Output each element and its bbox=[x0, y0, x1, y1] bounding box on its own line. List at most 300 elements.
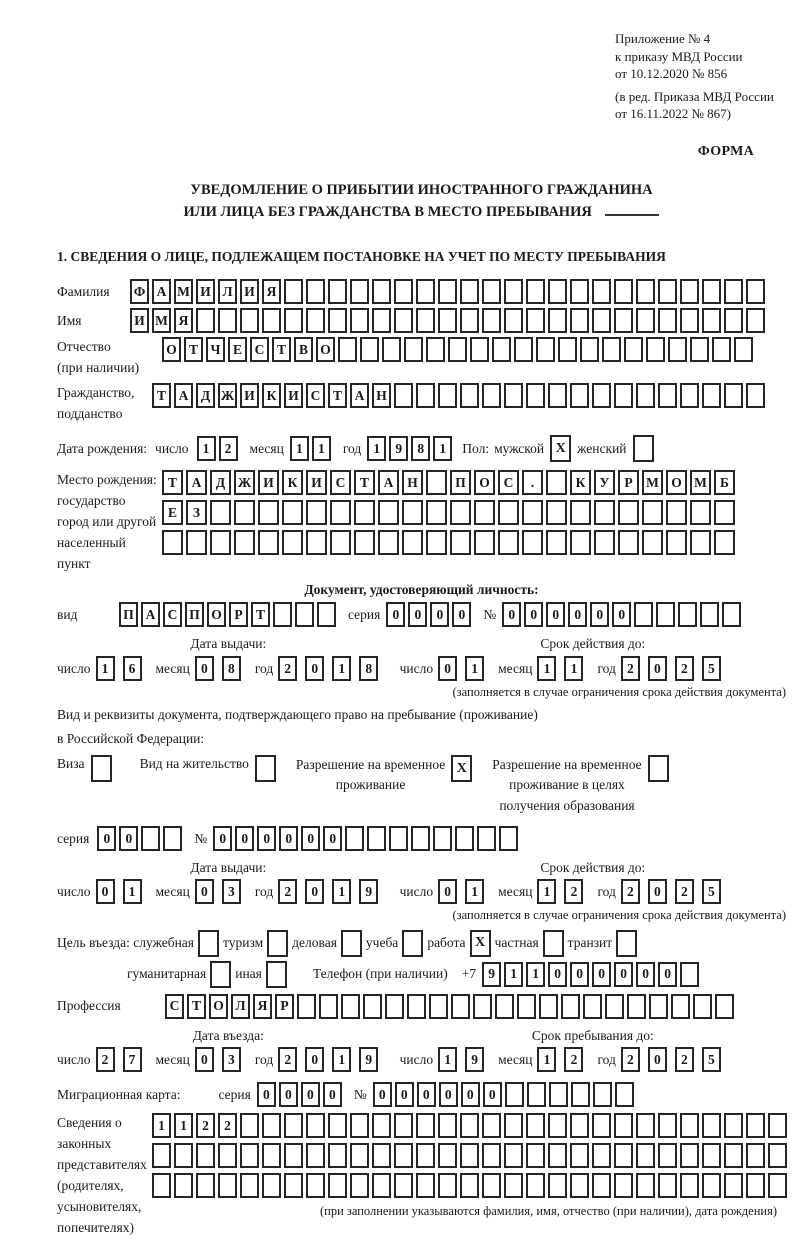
char-cell[interactable] bbox=[561, 994, 580, 1019]
char-cell[interactable] bbox=[460, 1143, 479, 1168]
char-cell[interactable]: Л bbox=[231, 994, 250, 1019]
char-cell[interactable] bbox=[411, 826, 430, 851]
visa-checkbox[interactable] bbox=[91, 755, 112, 782]
char-cell[interactable]: В bbox=[294, 337, 313, 362]
char-cell[interactable] bbox=[504, 308, 523, 333]
char-cell[interactable]: 1 bbox=[433, 436, 452, 461]
char-cell[interactable] bbox=[262, 1143, 281, 1168]
char-cell[interactable] bbox=[548, 279, 567, 304]
char-cell[interactable] bbox=[350, 308, 369, 333]
char-cell[interactable] bbox=[328, 1143, 347, 1168]
char-cell[interactable] bbox=[328, 1173, 347, 1198]
char-cell[interactable] bbox=[341, 994, 360, 1019]
char-cell[interactable] bbox=[234, 500, 255, 525]
char-cell[interactable]: 2 bbox=[196, 1113, 215, 1138]
char-cell[interactable] bbox=[517, 994, 536, 1019]
char-cell[interactable]: 2 bbox=[621, 656, 640, 681]
char-cell[interactable] bbox=[724, 308, 743, 333]
char-cell[interactable] bbox=[627, 994, 646, 1019]
char-cell[interactable]: Ч bbox=[206, 337, 225, 362]
char-cell[interactable] bbox=[671, 994, 690, 1019]
char-cell[interactable] bbox=[614, 1143, 633, 1168]
char-cell[interactable] bbox=[570, 1173, 589, 1198]
char-cell[interactable] bbox=[768, 1113, 787, 1138]
char-cell[interactable] bbox=[372, 279, 391, 304]
char-cell[interactable] bbox=[746, 1173, 765, 1198]
title-blank-underline[interactable] bbox=[605, 203, 659, 216]
char-cell[interactable] bbox=[526, 1143, 545, 1168]
char-cell[interactable]: П bbox=[185, 602, 204, 627]
char-cell[interactable] bbox=[666, 530, 687, 555]
char-cell[interactable]: Р bbox=[229, 602, 248, 627]
char-cell[interactable] bbox=[668, 337, 687, 362]
char-cell[interactable] bbox=[426, 500, 447, 525]
char-cell[interactable]: 0 bbox=[430, 602, 449, 627]
char-cell[interactable]: 1 bbox=[367, 436, 386, 461]
char-cell[interactable]: П bbox=[119, 602, 138, 627]
char-cell[interactable]: 1 bbox=[438, 1047, 457, 1072]
char-cell[interactable] bbox=[426, 470, 447, 495]
char-cell[interactable]: С bbox=[306, 383, 325, 408]
char-cell[interactable] bbox=[402, 500, 423, 525]
char-cell[interactable] bbox=[602, 337, 621, 362]
char-cell[interactable]: О bbox=[209, 994, 228, 1019]
char-cell[interactable] bbox=[394, 383, 413, 408]
char-cell[interactable]: 0 bbox=[213, 826, 232, 851]
char-cell[interactable] bbox=[284, 308, 303, 333]
char-cell[interactable] bbox=[702, 1143, 721, 1168]
char-cell[interactable] bbox=[350, 1173, 369, 1198]
char-cell[interactable] bbox=[571, 1082, 590, 1107]
char-cell[interactable]: 1 bbox=[332, 879, 351, 904]
char-cell[interactable] bbox=[678, 602, 697, 627]
char-cell[interactable] bbox=[618, 530, 639, 555]
char-cell[interactable]: 1 bbox=[465, 879, 484, 904]
char-cell[interactable]: И bbox=[196, 279, 215, 304]
char-cell[interactable]: 2 bbox=[218, 1113, 237, 1138]
char-cell[interactable]: 0 bbox=[438, 879, 457, 904]
char-cell[interactable] bbox=[426, 530, 447, 555]
char-cell[interactable]: Т bbox=[272, 337, 291, 362]
char-cell[interactable]: Е bbox=[228, 337, 247, 362]
char-cell[interactable] bbox=[700, 602, 719, 627]
char-cell[interactable]: Т bbox=[187, 994, 206, 1019]
char-cell[interactable]: 0 bbox=[417, 1082, 436, 1107]
char-cell[interactable] bbox=[240, 1173, 259, 1198]
char-cell[interactable] bbox=[680, 962, 699, 987]
char-cell[interactable]: О bbox=[666, 470, 687, 495]
char-cell[interactable] bbox=[724, 279, 743, 304]
char-cell[interactable] bbox=[378, 500, 399, 525]
char-cell[interactable] bbox=[680, 1113, 699, 1138]
char-cell[interactable] bbox=[548, 1113, 567, 1138]
char-cell[interactable] bbox=[448, 337, 467, 362]
char-cell[interactable] bbox=[526, 308, 545, 333]
char-cell[interactable] bbox=[482, 1113, 501, 1138]
char-cell[interactable] bbox=[712, 337, 731, 362]
char-cell[interactable] bbox=[714, 530, 735, 555]
char-cell[interactable]: И bbox=[130, 308, 149, 333]
char-cell[interactable]: 0 bbox=[323, 1082, 342, 1107]
char-cell[interactable] bbox=[658, 279, 677, 304]
char-cell[interactable]: 1 bbox=[197, 436, 216, 461]
char-cell[interactable] bbox=[492, 337, 511, 362]
char-cell[interactable]: 2 bbox=[564, 1047, 583, 1072]
char-cell[interactable] bbox=[460, 279, 479, 304]
char-cell[interactable] bbox=[284, 279, 303, 304]
purpose-private-checkbox[interactable] bbox=[543, 930, 564, 957]
char-cell[interactable]: 8 bbox=[222, 656, 241, 681]
char-cell[interactable] bbox=[592, 308, 611, 333]
char-cell[interactable]: 0 bbox=[195, 879, 214, 904]
temp-residence-education-checkbox[interactable] bbox=[648, 755, 669, 782]
char-cell[interactable]: А bbox=[378, 470, 399, 495]
char-cell[interactable]: С bbox=[330, 470, 351, 495]
char-cell[interactable] bbox=[636, 1143, 655, 1168]
char-cell[interactable] bbox=[295, 602, 314, 627]
char-cell[interactable]: Я bbox=[174, 308, 193, 333]
char-cell[interactable] bbox=[363, 994, 382, 1019]
char-cell[interactable] bbox=[593, 1082, 612, 1107]
char-cell[interactable] bbox=[455, 826, 474, 851]
char-cell[interactable] bbox=[372, 1143, 391, 1168]
char-cell[interactable] bbox=[546, 470, 567, 495]
char-cell[interactable]: 9 bbox=[359, 879, 378, 904]
char-cell[interactable] bbox=[330, 500, 351, 525]
char-cell[interactable]: 3 bbox=[222, 879, 241, 904]
residence-permit-checkbox[interactable] bbox=[255, 755, 276, 782]
char-cell[interactable] bbox=[416, 383, 435, 408]
char-cell[interactable]: А bbox=[174, 383, 193, 408]
char-cell[interactable]: О bbox=[316, 337, 335, 362]
char-cell[interactable] bbox=[690, 337, 709, 362]
char-cell[interactable] bbox=[460, 383, 479, 408]
char-cell[interactable]: М bbox=[174, 279, 193, 304]
char-cell[interactable] bbox=[722, 602, 741, 627]
char-cell[interactable] bbox=[382, 337, 401, 362]
char-cell[interactable] bbox=[306, 530, 327, 555]
char-cell[interactable]: 0 bbox=[386, 602, 405, 627]
char-cell[interactable]: Ж bbox=[234, 470, 255, 495]
char-cell[interactable] bbox=[724, 1143, 743, 1168]
char-cell[interactable]: 1 bbox=[312, 436, 331, 461]
char-cell[interactable]: О bbox=[162, 337, 181, 362]
char-cell[interactable] bbox=[526, 383, 545, 408]
char-cell[interactable] bbox=[234, 530, 255, 555]
char-cell[interactable] bbox=[614, 308, 633, 333]
char-cell[interactable] bbox=[350, 1113, 369, 1138]
char-cell[interactable] bbox=[592, 383, 611, 408]
char-cell[interactable]: К bbox=[262, 383, 281, 408]
char-cell[interactable] bbox=[372, 308, 391, 333]
char-cell[interactable]: И bbox=[258, 470, 279, 495]
char-cell[interactable]: Б bbox=[714, 470, 735, 495]
char-cell[interactable] bbox=[350, 1143, 369, 1168]
char-cell[interactable] bbox=[474, 500, 495, 525]
char-cell[interactable] bbox=[724, 383, 743, 408]
char-cell[interactable] bbox=[210, 500, 231, 525]
char-cell[interactable]: 0 bbox=[195, 656, 214, 681]
char-cell[interactable] bbox=[460, 1113, 479, 1138]
char-cell[interactable]: Я bbox=[253, 994, 272, 1019]
char-cell[interactable] bbox=[394, 1143, 413, 1168]
char-cell[interactable] bbox=[482, 383, 501, 408]
char-cell[interactable] bbox=[702, 1173, 721, 1198]
char-cell[interactable] bbox=[548, 383, 567, 408]
char-cell[interactable]: 5 bbox=[702, 1047, 721, 1072]
char-cell[interactable] bbox=[570, 308, 589, 333]
char-cell[interactable] bbox=[504, 383, 523, 408]
char-cell[interactable] bbox=[141, 826, 160, 851]
char-cell[interactable]: 0 bbox=[305, 656, 324, 681]
char-cell[interactable]: 2 bbox=[675, 879, 694, 904]
char-cell[interactable] bbox=[656, 602, 675, 627]
char-cell[interactable]: Н bbox=[402, 470, 423, 495]
char-cell[interactable]: 2 bbox=[278, 1047, 297, 1072]
char-cell[interactable] bbox=[498, 500, 519, 525]
char-cell[interactable] bbox=[330, 530, 351, 555]
char-cell[interactable]: 0 bbox=[97, 826, 116, 851]
char-cell[interactable] bbox=[297, 994, 316, 1019]
char-cell[interactable]: 0 bbox=[235, 826, 254, 851]
char-cell[interactable]: 3 bbox=[222, 1047, 241, 1072]
char-cell[interactable] bbox=[306, 279, 325, 304]
char-cell[interactable]: 0 bbox=[546, 602, 565, 627]
char-cell[interactable]: 1 bbox=[174, 1113, 193, 1138]
char-cell[interactable] bbox=[474, 530, 495, 555]
char-cell[interactable] bbox=[549, 1082, 568, 1107]
char-cell[interactable]: 0 bbox=[612, 602, 631, 627]
char-cell[interactable] bbox=[438, 279, 457, 304]
char-cell[interactable] bbox=[389, 826, 408, 851]
char-cell[interactable]: 0 bbox=[323, 826, 342, 851]
char-cell[interactable]: 0 bbox=[614, 962, 633, 987]
char-cell[interactable] bbox=[505, 1082, 524, 1107]
char-cell[interactable]: 1 bbox=[123, 879, 142, 904]
char-cell[interactable] bbox=[592, 1173, 611, 1198]
char-cell[interactable] bbox=[702, 279, 721, 304]
char-cell[interactable]: С bbox=[250, 337, 269, 362]
char-cell[interactable] bbox=[614, 383, 633, 408]
char-cell[interactable]: 1 bbox=[290, 436, 309, 461]
char-cell[interactable] bbox=[592, 1113, 611, 1138]
char-cell[interactable] bbox=[548, 1143, 567, 1168]
char-cell[interactable] bbox=[394, 1173, 413, 1198]
char-cell[interactable] bbox=[163, 826, 182, 851]
char-cell[interactable] bbox=[539, 994, 558, 1019]
char-cell[interactable] bbox=[642, 500, 663, 525]
char-cell[interactable] bbox=[666, 500, 687, 525]
char-cell[interactable]: И bbox=[284, 383, 303, 408]
char-cell[interactable]: 1 bbox=[564, 656, 583, 681]
char-cell[interactable] bbox=[636, 383, 655, 408]
char-cell[interactable] bbox=[768, 1173, 787, 1198]
char-cell[interactable] bbox=[658, 1173, 677, 1198]
char-cell[interactable] bbox=[438, 308, 457, 333]
char-cell[interactable]: 1 bbox=[537, 1047, 556, 1072]
char-cell[interactable] bbox=[768, 1143, 787, 1168]
male-checkbox[interactable]: X bbox=[550, 435, 571, 462]
char-cell[interactable]: 7 bbox=[123, 1047, 142, 1072]
char-cell[interactable]: Я bbox=[262, 279, 281, 304]
char-cell[interactable] bbox=[658, 308, 677, 333]
char-cell[interactable] bbox=[284, 1143, 303, 1168]
char-cell[interactable] bbox=[536, 337, 555, 362]
char-cell[interactable]: Л bbox=[218, 279, 237, 304]
char-cell[interactable] bbox=[402, 530, 423, 555]
char-cell[interactable] bbox=[438, 383, 457, 408]
char-cell[interactable] bbox=[367, 826, 386, 851]
char-cell[interactable] bbox=[548, 1173, 567, 1198]
char-cell[interactable] bbox=[186, 530, 207, 555]
char-cell[interactable] bbox=[734, 337, 753, 362]
char-cell[interactable] bbox=[504, 1143, 523, 1168]
char-cell[interactable] bbox=[378, 530, 399, 555]
char-cell[interactable] bbox=[746, 279, 765, 304]
char-cell[interactable] bbox=[152, 1173, 171, 1198]
char-cell[interactable] bbox=[580, 337, 599, 362]
char-cell[interactable]: А bbox=[152, 279, 171, 304]
char-cell[interactable]: 0 bbox=[439, 1082, 458, 1107]
char-cell[interactable] bbox=[407, 994, 426, 1019]
char-cell[interactable]: Т bbox=[328, 383, 347, 408]
char-cell[interactable] bbox=[282, 500, 303, 525]
char-cell[interactable] bbox=[482, 279, 501, 304]
char-cell[interactable] bbox=[328, 1113, 347, 1138]
char-cell[interactable]: А bbox=[141, 602, 160, 627]
char-cell[interactable] bbox=[473, 994, 492, 1019]
char-cell[interactable]: 0 bbox=[658, 962, 677, 987]
char-cell[interactable] bbox=[680, 383, 699, 408]
char-cell[interactable]: М bbox=[690, 470, 711, 495]
char-cell[interactable] bbox=[746, 1113, 765, 1138]
char-cell[interactable]: . bbox=[522, 470, 543, 495]
char-cell[interactable]: 9 bbox=[389, 436, 408, 461]
char-cell[interactable]: А bbox=[186, 470, 207, 495]
char-cell[interactable] bbox=[284, 1173, 303, 1198]
purpose-transit-checkbox[interactable] bbox=[616, 930, 637, 957]
char-cell[interactable] bbox=[317, 602, 336, 627]
purpose-work-checkbox[interactable]: X bbox=[470, 930, 491, 957]
char-cell[interactable] bbox=[558, 337, 577, 362]
char-cell[interactable] bbox=[570, 383, 589, 408]
char-cell[interactable] bbox=[426, 337, 445, 362]
char-cell[interactable] bbox=[646, 337, 665, 362]
char-cell[interactable] bbox=[570, 1113, 589, 1138]
char-cell[interactable] bbox=[680, 279, 699, 304]
char-cell[interactable] bbox=[210, 530, 231, 555]
char-cell[interactable] bbox=[658, 383, 677, 408]
char-cell[interactable] bbox=[680, 1173, 699, 1198]
char-cell[interactable] bbox=[284, 1113, 303, 1138]
char-cell[interactable]: 9 bbox=[482, 962, 501, 987]
char-cell[interactable]: 1 bbox=[537, 879, 556, 904]
char-cell[interactable] bbox=[152, 1143, 171, 1168]
char-cell[interactable] bbox=[218, 308, 237, 333]
char-cell[interactable] bbox=[504, 1113, 523, 1138]
temp-residence-checkbox[interactable]: X bbox=[451, 755, 472, 782]
char-cell[interactable]: И bbox=[306, 470, 327, 495]
char-cell[interactable] bbox=[570, 279, 589, 304]
char-cell[interactable] bbox=[614, 1173, 633, 1198]
char-cell[interactable] bbox=[416, 308, 435, 333]
char-cell[interactable] bbox=[693, 994, 712, 1019]
char-cell[interactable] bbox=[262, 1173, 281, 1198]
char-cell[interactable] bbox=[460, 308, 479, 333]
char-cell[interactable] bbox=[345, 826, 364, 851]
char-cell[interactable] bbox=[240, 308, 259, 333]
char-cell[interactable] bbox=[282, 530, 303, 555]
purpose-humanitarian-checkbox[interactable] bbox=[210, 961, 231, 988]
char-cell[interactable]: 8 bbox=[411, 436, 430, 461]
char-cell[interactable]: Т bbox=[184, 337, 203, 362]
char-cell[interactable]: М bbox=[152, 308, 171, 333]
char-cell[interactable] bbox=[328, 308, 347, 333]
purpose-business-checkbox[interactable] bbox=[341, 930, 362, 957]
char-cell[interactable] bbox=[636, 308, 655, 333]
char-cell[interactable] bbox=[306, 308, 325, 333]
char-cell[interactable]: 0 bbox=[502, 602, 521, 627]
char-cell[interactable] bbox=[614, 279, 633, 304]
char-cell[interactable] bbox=[724, 1113, 743, 1138]
char-cell[interactable]: 0 bbox=[568, 602, 587, 627]
char-cell[interactable] bbox=[658, 1143, 677, 1168]
char-cell[interactable] bbox=[482, 308, 501, 333]
char-cell[interactable]: 0 bbox=[96, 879, 115, 904]
char-cell[interactable] bbox=[477, 826, 496, 851]
char-cell[interactable] bbox=[319, 994, 338, 1019]
char-cell[interactable]: 0 bbox=[257, 826, 276, 851]
char-cell[interactable]: М bbox=[642, 470, 663, 495]
char-cell[interactable] bbox=[546, 530, 567, 555]
char-cell[interactable] bbox=[724, 1173, 743, 1198]
char-cell[interactable] bbox=[460, 1173, 479, 1198]
char-cell[interactable] bbox=[258, 500, 279, 525]
char-cell[interactable] bbox=[702, 383, 721, 408]
char-cell[interactable] bbox=[690, 530, 711, 555]
char-cell[interactable] bbox=[702, 308, 721, 333]
char-cell[interactable]: З bbox=[186, 500, 207, 525]
purpose-other-checkbox[interactable] bbox=[266, 961, 287, 988]
char-cell[interactable]: 5 bbox=[702, 879, 721, 904]
char-cell[interactable]: 0 bbox=[452, 602, 471, 627]
char-cell[interactable] bbox=[416, 1143, 435, 1168]
char-cell[interactable] bbox=[438, 1143, 457, 1168]
char-cell[interactable] bbox=[499, 826, 518, 851]
purpose-study-checkbox[interactable] bbox=[402, 930, 423, 957]
char-cell[interactable]: П bbox=[450, 470, 471, 495]
char-cell[interactable] bbox=[680, 1143, 699, 1168]
char-cell[interactable]: 0 bbox=[524, 602, 543, 627]
char-cell[interactable]: 0 bbox=[438, 656, 457, 681]
char-cell[interactable]: 0 bbox=[301, 826, 320, 851]
char-cell[interactable]: 1 bbox=[332, 656, 351, 681]
purpose-official-checkbox[interactable] bbox=[198, 930, 219, 957]
char-cell[interactable] bbox=[306, 1173, 325, 1198]
char-cell[interactable] bbox=[658, 1113, 677, 1138]
char-cell[interactable]: 0 bbox=[636, 962, 655, 987]
char-cell[interactable]: С bbox=[498, 470, 519, 495]
char-cell[interactable] bbox=[338, 337, 357, 362]
char-cell[interactable]: 8 bbox=[359, 656, 378, 681]
char-cell[interactable]: Н bbox=[372, 383, 391, 408]
char-cell[interactable]: Р bbox=[275, 994, 294, 1019]
char-cell[interactable] bbox=[636, 279, 655, 304]
char-cell[interactable]: 0 bbox=[301, 1082, 320, 1107]
char-cell[interactable] bbox=[273, 602, 292, 627]
char-cell[interactable]: 0 bbox=[119, 826, 138, 851]
char-cell[interactable]: Т bbox=[354, 470, 375, 495]
